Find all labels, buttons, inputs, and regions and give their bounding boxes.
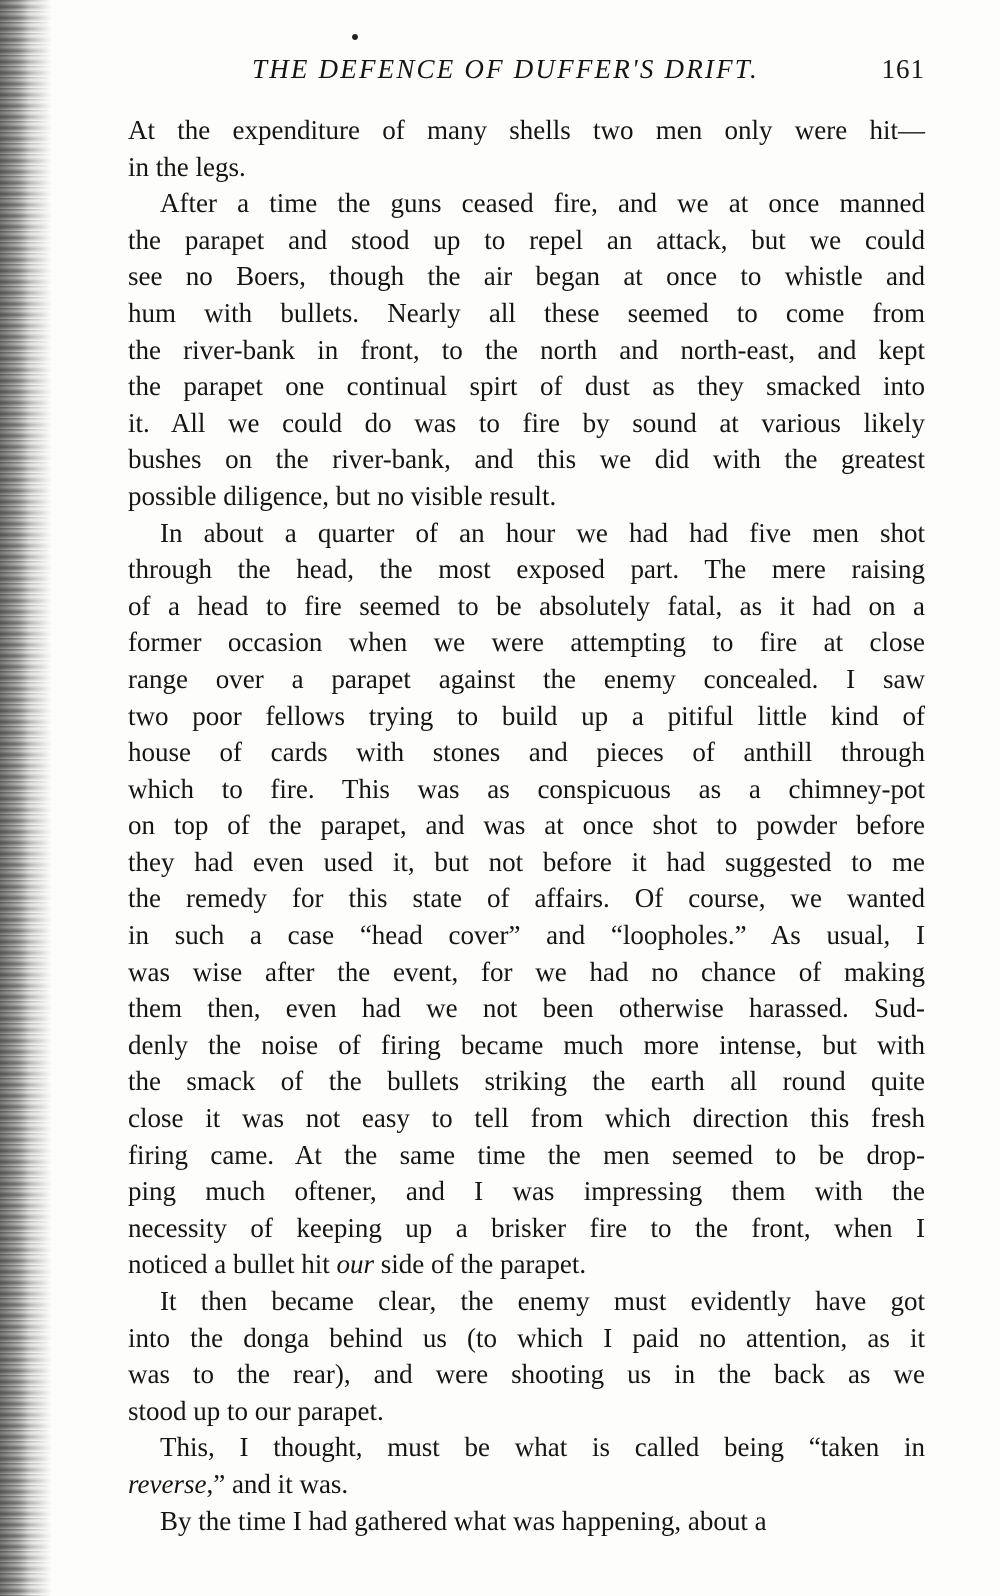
italic-word: our bbox=[336, 1249, 374, 1280]
text-line: In about a quarter of an hour we had had five men shot bbox=[160, 517, 925, 548]
text-line: was wise after the event, for we had no chance of making bbox=[128, 956, 925, 987]
paragraph-1 bbox=[128, 112, 925, 185]
text-line: It then became clear, the enemy must evidently have got bbox=[160, 1286, 925, 1316]
binding-edge bbox=[0, 0, 52, 1596]
text-line: the smack of the bullets striking the earth all round quite bbox=[128, 1066, 925, 1097]
text-run: noticed a bullet hit bbox=[128, 1249, 337, 1280]
text-line: necessity of keeping up a brisker fire to the front, when I bbox=[128, 1212, 925, 1243]
text-line: the parapet one continual spirt of dust as they smacked into bbox=[128, 371, 925, 402]
text-line: see no Boers, though the air began at once to whistle and bbox=[128, 261, 925, 292]
text-line: them then, even had we not been otherwise harassed. Sud- bbox=[128, 993, 925, 1024]
text-line: two poor fellows trying to build up a pitiful little kind of bbox=[128, 700, 925, 731]
text-line: in such a case “head cover” and “loopholes.” As usual, I bbox=[128, 920, 925, 951]
text-line: ping much oftener, and I was impressing them with the bbox=[128, 1176, 925, 1207]
text-line bbox=[128, 1246, 925, 1283]
page-number: 161 bbox=[881, 54, 925, 84]
text-line: on top of the parapet, and was at once shot to powder before bbox=[128, 810, 925, 841]
text-line: which to fire. This was as conspicuous as a chimney-pot bbox=[128, 773, 925, 804]
running-title: THE DEFENCE OF DUFFER'S DRIFT. bbox=[252, 54, 759, 84]
text-line: they had even used it, but not before it had suggested to me bbox=[128, 846, 925, 877]
text-line bbox=[128, 1466, 925, 1503]
text-run: ,” and it was. bbox=[206, 1468, 349, 1499]
text-line: denly the noise of firing became much more intense, but with bbox=[128, 1029, 925, 1060]
paragraph-2 bbox=[128, 185, 925, 514]
text-line: through the head, the most exposed part. The mere raising bbox=[128, 554, 925, 585]
text-line: possible diligence, but no visible result. bbox=[128, 480, 557, 511]
text-line: the remedy for this state of affairs. Of course, we wanted bbox=[128, 883, 925, 914]
text-line: By the time I had gathered what was happening, about a bbox=[160, 1505, 767, 1536]
text-line: range over a parapet against the enemy concealed. I saw bbox=[128, 663, 925, 694]
text-line: close it was not easy to tell from which direction this fresh bbox=[128, 1103, 925, 1134]
paragraph-6 bbox=[128, 1503, 925, 1540]
text-line: the river-bank in front, to the north and north-east, and kept bbox=[128, 334, 925, 365]
running-head bbox=[130, 54, 925, 94]
printer-mark-dot bbox=[352, 34, 358, 40]
paragraph-5 bbox=[128, 1429, 925, 1502]
text-line: was to the rear), and were shooting us in the back as we bbox=[128, 1359, 925, 1390]
italic-word: reverse bbox=[128, 1468, 207, 1499]
text-line: of a head to fire seemed to be absolutely fatal, as it had on a bbox=[128, 590, 925, 621]
text-line: it. All we could do was to fire by sound at various likely bbox=[128, 407, 925, 438]
text-line: the parapet and stood up to repel an attack, but we could bbox=[128, 224, 925, 255]
text-run: side of the parapet. bbox=[373, 1249, 587, 1280]
text-line: firing came. At the same time the men seemed to be drop- bbox=[128, 1139, 925, 1170]
text-line: After a time the guns ceased fire, and we at once manned bbox=[160, 188, 925, 219]
body-text bbox=[128, 112, 925, 1539]
text-line: in the legs. bbox=[128, 151, 246, 182]
paragraph-4 bbox=[128, 1283, 925, 1429]
text-line: house of cards with stones and pieces of anthill through bbox=[128, 737, 925, 768]
text-line: former occasion when we were attempting to fire at close bbox=[128, 627, 925, 658]
text-line: At the expenditure of many shells two men only were hit— bbox=[128, 115, 925, 145]
text-line: bushes on the river-bank, and this we did with the greatest bbox=[128, 444, 925, 475]
text-line: hum with bullets. Nearly all these seemed to come from bbox=[128, 297, 925, 328]
text-line: This, I thought, must be what is called being “taken in bbox=[160, 1432, 925, 1463]
text-line: stood up to our parapet. bbox=[128, 1395, 384, 1426]
text-line: into the donga behind us (to which I paid no attention, as it bbox=[128, 1322, 925, 1353]
paragraph-3 bbox=[128, 515, 925, 1283]
